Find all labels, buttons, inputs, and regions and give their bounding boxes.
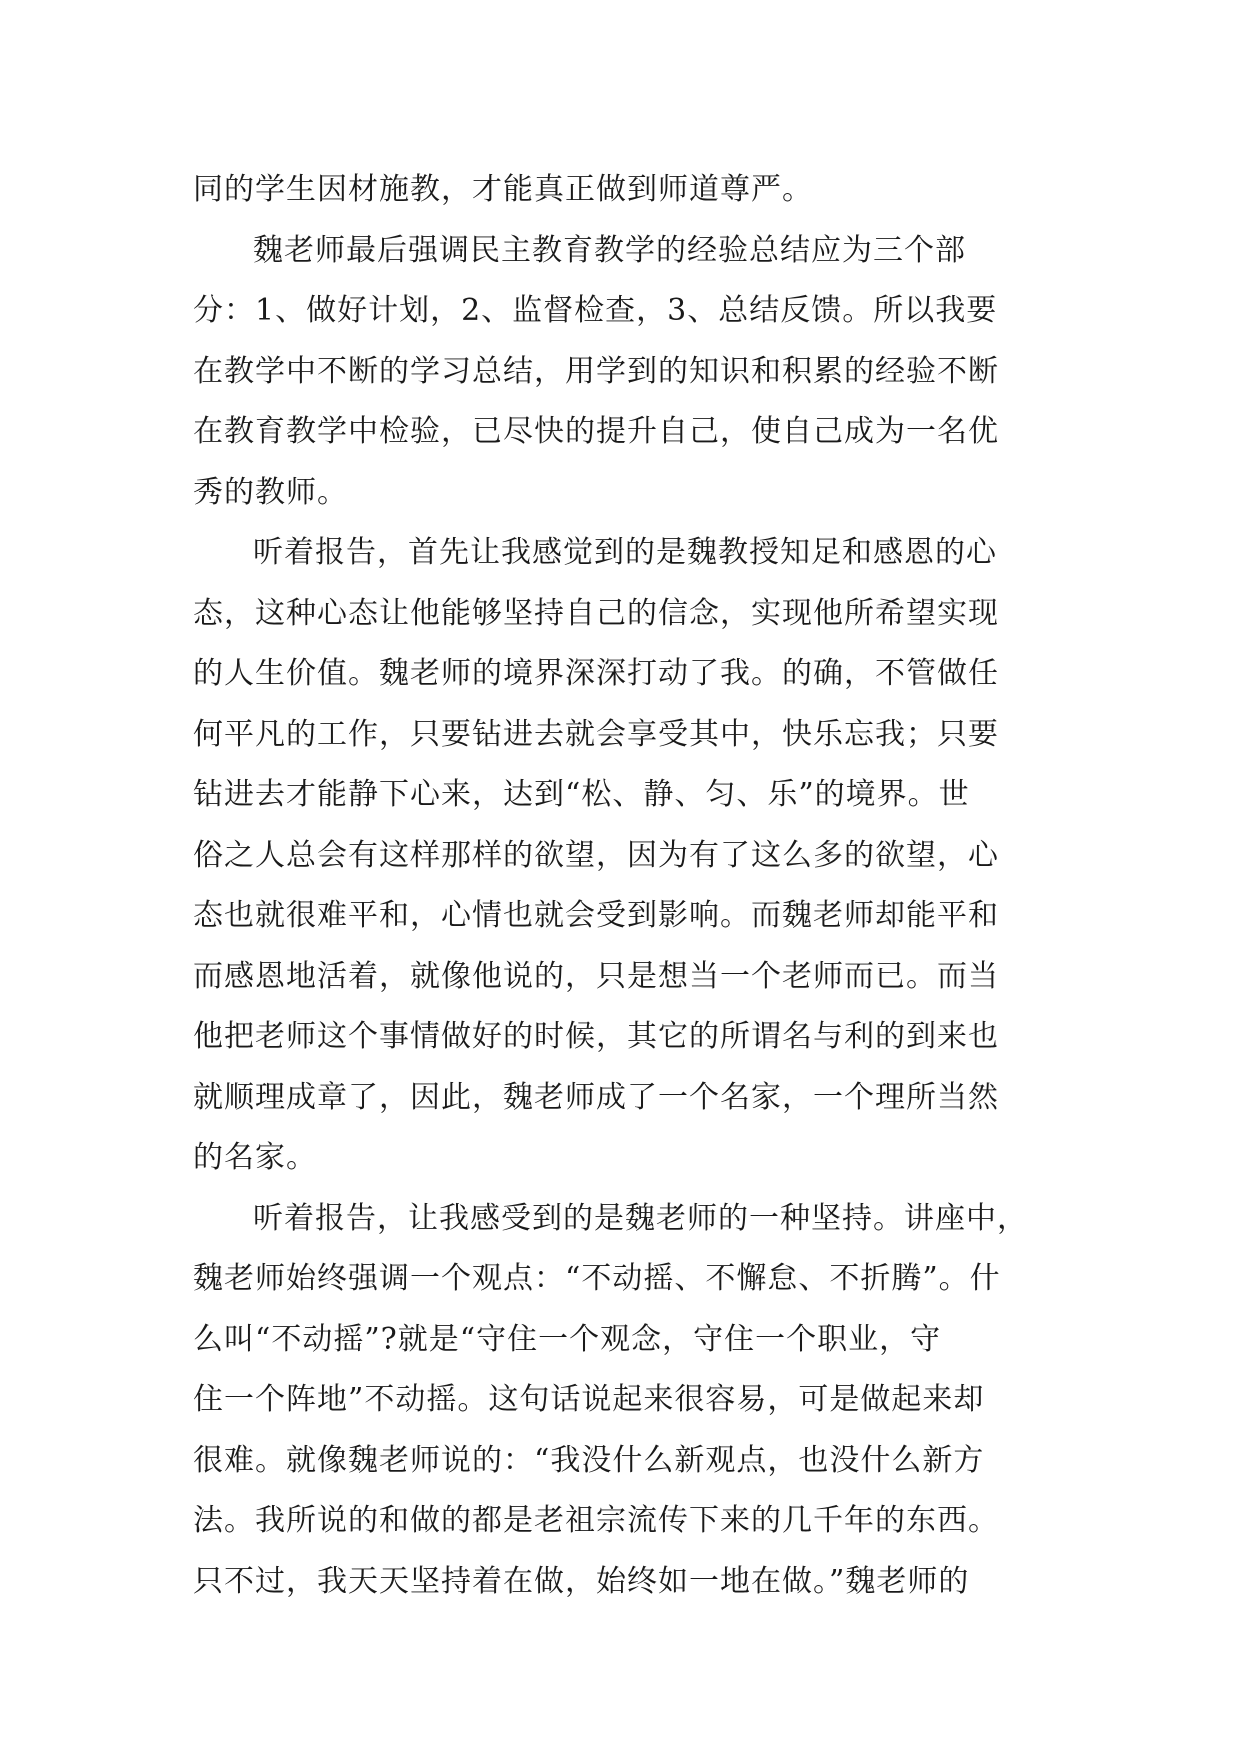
text-line: 态也就很难平和，心情也就会受到影响。而魏老师却能平和 bbox=[193, 898, 999, 933]
text-line: 他把老师这个事情做好的时候，其它的所谓名与利的到来也 bbox=[193, 1019, 999, 1054]
document-body bbox=[193, 160, 1073, 1612]
text-line: 分：1、做好计划，2、监督检查，3、总结反馈。所以我要 bbox=[193, 293, 998, 328]
text-line: 魏老师始终强调一个观点：“不动摇、不懈怠、不折腾”。什 bbox=[193, 1261, 1001, 1296]
paragraph-start-line: 魏老师最后强调民主教育教学的经验总结应为三个部 bbox=[253, 232, 966, 268]
text-line: 只不过，我天天坚持着在做，始终如一地在做。”魏老师的 bbox=[193, 1563, 970, 1599]
text-line: 住一个阵地”不动摇。这句话说起来很容易，可是做起来却 bbox=[193, 1382, 985, 1417]
text-line: 钻进去才能静下心来，达到“松、静、匀、乐”的境界。世 bbox=[193, 777, 970, 812]
text-line: 而感恩地活着，就像他说的，只是想当一个老师而已。而当 bbox=[193, 958, 999, 994]
text-line: 俗之人总会有这样那样的欲望，因为有了这么多的欲望，心 bbox=[193, 837, 999, 873]
text-line: 很难。就像魏老师说的：“我没什么新观点，也没什么新方 bbox=[193, 1442, 985, 1478]
text-line: 秀的教师。 bbox=[193, 474, 348, 510]
text-line: 态，这种心态让他能够坚持自己的信念，实现他所希望实现 bbox=[193, 595, 999, 631]
text-line: 何平凡的工作，只要钻进去就会享受其中，快乐忘我；只要 bbox=[193, 716, 999, 752]
text-line: 在教育教学中检验，已尽快的提升自己，使自己成为一名优 bbox=[193, 414, 999, 449]
text-line: 就顺理成章了，因此，魏老师成了一个名家，一个理所当然 bbox=[193, 1079, 999, 1115]
text-line: 的名家。 bbox=[193, 1140, 317, 1175]
paragraph-start-line: 听着报告，让我感受到的是魏老师的一种坚持。讲座中， bbox=[253, 1200, 1028, 1236]
text-line: 在教学中不断的学习总结，用学到的知识和积累的经验不断 bbox=[193, 353, 999, 389]
text-line: 么叫“不动摇”?就是“守住一个观念，守住一个职业，守 bbox=[193, 1321, 942, 1357]
text-line: 同的学生因材施教，才能真正做到师道尊严。 bbox=[193, 172, 813, 207]
paragraph-start-line: 听着报告，首先让我感觉到的是魏教授知足和感恩的心 bbox=[253, 535, 997, 570]
text-line: 的人生价值。魏老师的境界深深打动了我。的确，不管做任 bbox=[193, 656, 999, 691]
text-line: 法。我所说的和做的都是老祖宗流传下来的几千年的东西。 bbox=[193, 1503, 999, 1538]
